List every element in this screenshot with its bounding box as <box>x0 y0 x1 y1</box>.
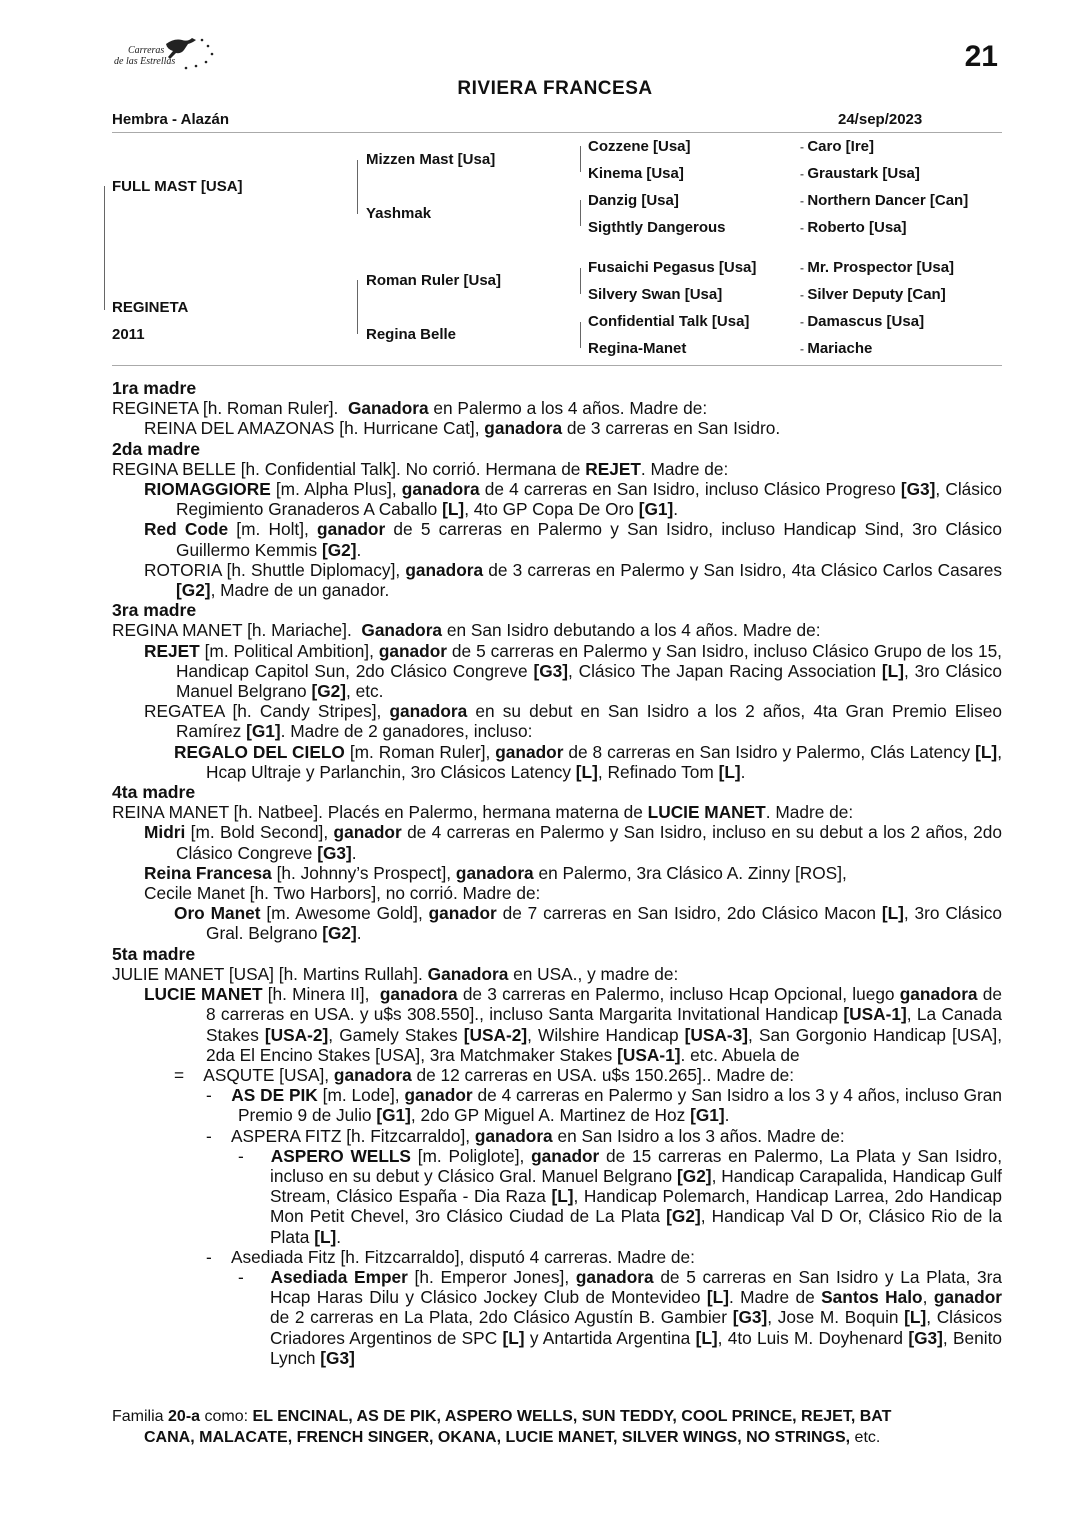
section-3ra-madre: 3ra madre <box>112 600 197 621</box>
ped-g4-4: - Roberto [Usa] <box>800 219 907 236</box>
ped-ddd: Regina-Manet <box>588 340 687 357</box>
bracket-gen3a <box>580 146 581 172</box>
produce-entry: Red Code [m. Holt], ganador de 5 carreras en Palermo y San Isidro, incluso Handicap Sind, 3ro Clásico Guillermo Kemmis [G2]. <box>144 519 1002 560</box>
date: 24/sep/2023 <box>838 111 923 128</box>
dam-year: 2011 <box>112 326 145 343</box>
produce-entry: ROTORIA [h. Shuttle Diplomacy], ganadora de 3 carreras en Palermo y San Isidro, 4ta Clásico Carlos Casares [G2], Madre de un ganador. <box>144 559 1002 601</box>
sex-color: Hembra - Alazán <box>112 111 229 128</box>
bracket-gen3c <box>580 268 581 294</box>
produce-entry: - ASPERO WELLS [m. Poliglote], ganador de 15 carreras en Palermo, La Plata y San Isidro, incluso en su debut y Clásico Gral. Manuel Belgrano [G2], Handicap Carapalida, Handicap Gulf Stream, Clásico España - Dia Raza [L], Handicap Polemarch, Handicap Larrea, 2do Handicap Mon Petit Chevel, 3ro Clásico Ciudad de La Plata [G2], Handicap Val D Or, Clásico Rio de la Plata [L]. <box>238 1145 1003 1247</box>
bracket-gen1 <box>104 186 105 310</box>
section-5ta-madre: 5ta madre <box>112 943 196 964</box>
bracket-gen2b <box>357 280 358 334</box>
bracket-gen3b <box>580 200 581 226</box>
ped-g4-3: - Northern Dancer [Can] <box>800 192 969 209</box>
produce-entry: REINA DEL AMAZONAS [h. Hurricane Cat], ganadora de 3 carreras en San Isidro. <box>144 418 781 439</box>
produce-entry: LUCIE MANET [h. Minera II], ganadora de 3 carreras en Palermo, incluso Hcap Opcional, luego ganadora de 8 carreras en USA. y u$s 308.550]., incluso Santa Margarita Invitational Handicap [USA-1], La Canada Stakes [USA-2], Gamely Stakes [USA-2], Wilshire Handicap [USA-3], San Gorgonio Handicap [USA], 2da El Encino Stakes [USA], 3ra Matchmaker Stakes [USA-1]. etc. Abuela de <box>144 984 1002 1065</box>
ped-dsd: Silvery Swan [Usa] <box>588 286 723 303</box>
section-4ta-madre: 4ta madre <box>112 782 196 803</box>
ped-g4-2: - Graustark [Usa] <box>800 165 920 182</box>
ped-g4-6: - Silver Deputy [Can] <box>800 286 946 303</box>
produce-entry: Oro Manet [m. Awesome Gold], ganador de 7 carreras en San Isidro, 2do Clásico Macon [L], 3ro Clásico Gral. Belgrano [G2]. <box>174 903 1003 944</box>
ped-dss: Fusaichi Pegasus [Usa] <box>588 259 757 276</box>
sire-dam: Yashmak <box>366 205 432 222</box>
family-footer <box>112 1407 1002 1448</box>
logo-line2: de las Estrellas <box>114 56 176 67</box>
produce-entry: - AS DE PIK [m. Lode], ganador de 4 carreras en Palermo y San Isidro a los 3 y 4 años, incluso Gran Premio 9 de Julio [G1], 2do GP Miguel A. Martinez de Hoz [G1]. <box>206 1085 1002 1126</box>
ped-g4-8: - Mariache <box>800 340 873 357</box>
produce-entry: Cecile Manet [h. Two Harbors], no corrió. Madre de: <box>144 883 541 904</box>
ped-g4-1: - Caro [Ire] <box>800 138 875 155</box>
dam-3-entry: REGINA MANET [h. Mariache]. Ganadora en San Isidro debutando a los 4 años. Madre de: <box>112 620 821 641</box>
dam-2-entry: REGINA BELLE [h. Confidential Talk]. No corrió. Hermana de REJET. Madre de: <box>112 458 729 479</box>
produce-entry: REJET [m. Political Ambition], ganador de 5 carreras en Palermo y San Isidro, incluso Clásico Grupo de los 15, Handicap Capitol Sun, 2do Clásico Congreve [G3], Clásico The Japan Racing Association [L], 3ro Clásico Manuel Belgrano [G2], etc. <box>144 640 1002 702</box>
dam: REGINETA <box>112 299 189 316</box>
page-number: 21 <box>964 40 998 73</box>
produce-entry: REGATEA [h. Candy Stripes], ganadora en su debut en San Isidro a los 2 años, 4ta Gran Premio Eliseo Ramírez [G1]. Madre de 2 ganadores, incluso: <box>144 701 1002 742</box>
footer-line2: CANA, MALACATE, FRENCH SINGER, OKANA, LUCIE MANET, SILVER WINGS, NO STRINGS, etc. <box>144 1428 881 1446</box>
sire-sire: Mizzen Mast [Usa] <box>366 151 496 168</box>
sire: FULL MAST [USA] <box>112 178 243 195</box>
produce-entry: Midri [m. Bold Second], ganador de 4 carreras en Palermo y San Isidro, incluso en su debut a los 2 años, 2do Clásico Congreve [G3]. <box>144 822 1002 863</box>
ped-sdd: Sigthtly Dangerous <box>588 219 726 236</box>
bracket-gen3d <box>580 322 581 348</box>
divider-pedigree <box>112 365 1002 366</box>
footer-line1: Familia 20-a como: EL ENCINAL, AS DE PIK, ASPERO WELLS, SUN TEDDY, COOL PRINCE, REJET, BAT <box>112 1408 892 1425</box>
ped-sss: Cozzene [Usa] <box>588 138 691 155</box>
dam-5-entry: JULIE MANET [USA] [h. Martins Rullah]. Ganadora en USA., y madre de: <box>112 963 679 984</box>
ped-g4-5: - Mr. Prospector [Usa] <box>800 259 955 276</box>
produce-entry: REGALO DEL CIELO [m. Roman Ruler], ganador de 8 carreras en San Isidro y Palermo, Clás Latency [L], Hcap Ultraje y Parlanchin, 3ro Clásicos Latency [L], Refinado Tom [L]. <box>174 741 1002 782</box>
family-text <box>112 378 1002 1368</box>
section-2da-madre: 2da madre <box>112 438 201 459</box>
ped-sds: Danzig [Usa] <box>588 192 679 209</box>
ped-ssd: Kinema [Usa] <box>588 165 684 182</box>
ped-dds: Confidential Talk [Usa] <box>588 313 750 330</box>
produce-entry: - ASPERA FITZ [h. Fitzcarraldo], ganadora en San Isidro a los 3 años. Madre de: <box>206 1125 845 1146</box>
divider-top <box>112 132 1002 133</box>
dam-dam: Regina Belle <box>366 326 457 343</box>
produce-entry: - Asediada Fitz [h. Fitzcarraldo], disputó 4 carreras. Madre de: <box>206 1246 695 1267</box>
produce-entry: - Asediada Emper [h. Emperor Jones], ganadora de 5 carreras en San Isidro y La Plata, 3ra Hcap Haras Dilu y Clásico Jockey Club de Montevideo [L]. Madre de Santos Halo, ganador de 2 carreras en La Plata, 2do Clásico Agustín B. Gambier [G3], Jose M. Boquin [L], Clásicos Criadores Argentinos de SPC [L] y Antartida Argentina [L], 4to Luis M. Doyhenard [G3], Benito Lynch [G3] <box>238 1266 1003 1368</box>
dam-1-entry: REGINETA [h. Roman Ruler]. Ganadora en Palermo a los 4 años. Madre de: <box>112 398 708 419</box>
logo-line1: Carreras <box>128 45 165 56</box>
ped-g4-7: - Damascus [Usa] <box>800 313 925 330</box>
section-1ra-madre: 1ra madre <box>112 378 197 398</box>
produce-entry: RIOMAGGIORE [m. Alpha Plus], ganadora de 4 carreras en San Isidro, incluso Clásico Progreso [G3], Clásico Regimiento Granaderos A Caballo [L], 4to GP Copa De Oro [G1]. <box>144 479 1002 520</box>
produce-entry: Reina Francesa [h. Johnny’s Prospect], ganadora en Palermo, 3ra Clásico A. Zinny [ROS], <box>144 862 847 883</box>
page-title: RIVIERA FRANCESA <box>457 78 653 99</box>
produce-entry: = ASQUTE [USA], ganadora de 12 carreras en USA. u$s 150.265].. Madre de: <box>174 1064 795 1085</box>
bracket-gen2a <box>357 160 358 214</box>
dam-4-entry: REINA MANET [h. Natbee]. Placés en Palermo, hermana materna de LUCIE MANET. Madre de: <box>112 802 854 823</box>
logo <box>108 30 220 74</box>
dam-sire: Roman Ruler [Usa] <box>366 272 502 289</box>
